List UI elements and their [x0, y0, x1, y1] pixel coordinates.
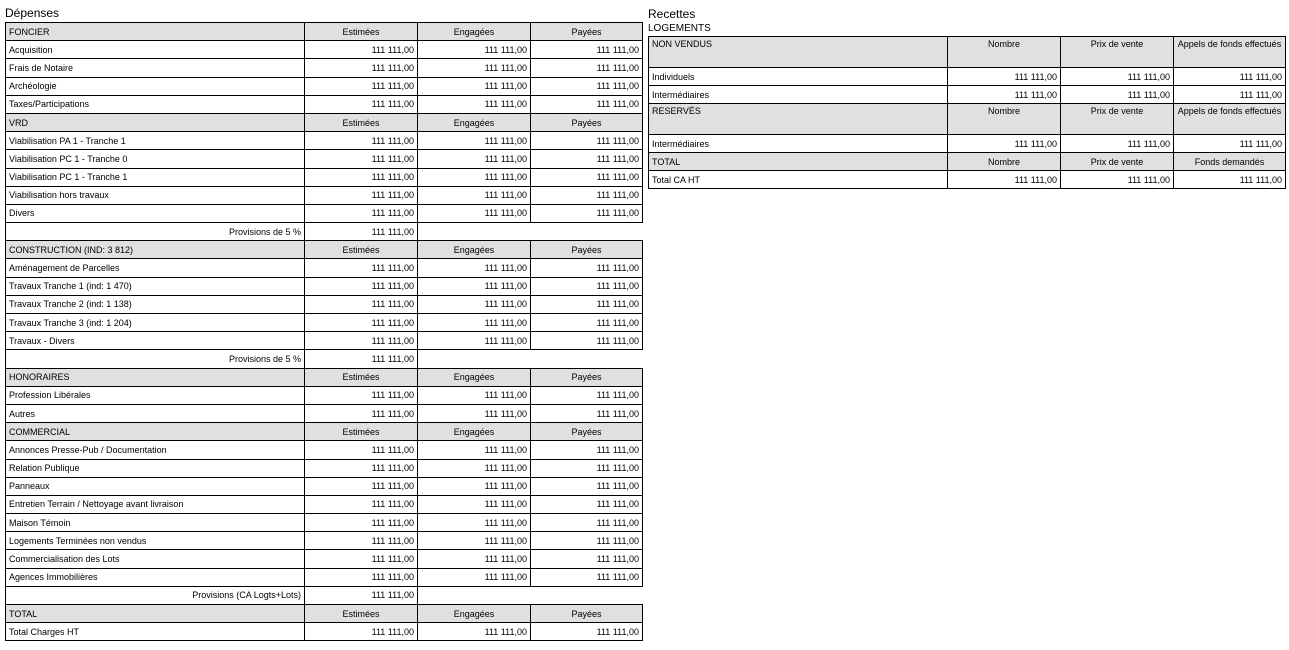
row-value: 111 111,00 [1061, 68, 1174, 86]
row-value: 111 111,00 [418, 150, 531, 168]
recettes-title: Recettes [648, 7, 696, 21]
row-label: Divers [6, 204, 305, 222]
provision-row [6, 586, 643, 604]
row-value: 111 111,00 [305, 514, 418, 532]
row-value: 111 111,00 [305, 77, 418, 95]
row-label: Intermédiaires [649, 86, 948, 104]
row-value: 111 111,00 [305, 132, 418, 150]
row-value: 111 111,00 [531, 277, 643, 295]
row-value: 111 111,00 [305, 568, 418, 586]
table-row [6, 95, 643, 113]
row-value: 111 111,00 [531, 295, 643, 313]
row-value: 111 111,00 [305, 441, 418, 459]
row-value: 111 111,00 [531, 550, 643, 568]
row-value: 111 111,00 [1174, 86, 1286, 104]
row-value: 111 111,00 [305, 495, 418, 513]
row-value: 111 111,00 [418, 95, 531, 113]
depenses-title: Dépenses [5, 6, 60, 20]
row-label: Profession Libérales [6, 386, 305, 404]
row-value: 111 111,00 [418, 314, 531, 332]
table-row [6, 77, 643, 95]
row-label: Total Charges HT [6, 623, 305, 641]
row-value: 111 111,00 [418, 77, 531, 95]
column-header: Engagées [418, 241, 531, 259]
row-value: 111 111,00 [531, 41, 643, 59]
table-row [649, 135, 1286, 153]
section-header-row [6, 113, 643, 131]
row-label: Panneaux [6, 477, 305, 495]
row-value: 111 111,00 [531, 568, 643, 586]
table-row [6, 623, 643, 641]
row-value: 111 111,00 [531, 168, 643, 186]
row-value: 111 111,00 [1174, 135, 1286, 153]
table-row [6, 295, 643, 313]
row-value: 111 111,00 [305, 277, 418, 295]
provision-label: Provisions (CA Logts+Lots) [6, 586, 305, 604]
row-value: 111 111,00 [418, 568, 531, 586]
row-label: Intermédiaires [649, 135, 948, 153]
column-header: Prix de vente [1061, 153, 1174, 171]
row-value: 111 111,00 [1174, 68, 1286, 86]
provision-label: Provisions de 5 % [6, 350, 305, 368]
row-value: 111 111,00 [531, 404, 643, 422]
row-label: Travaux Tranche 1 (ind: 1 470) [6, 277, 305, 295]
column-header: Engagées [418, 368, 531, 386]
row-label: Acquisition [6, 41, 305, 59]
section-header: VRD [6, 113, 305, 131]
section-header-row [649, 104, 1286, 135]
column-header: Estimées [305, 241, 418, 259]
row-value: 111 111,00 [305, 295, 418, 313]
depenses-table [5, 22, 643, 641]
column-header: Payées [531, 113, 643, 131]
column-header: Estimées [305, 605, 418, 623]
provision-label: Provisions de 5 % [6, 223, 305, 241]
row-value: 111 111,00 [418, 459, 531, 477]
row-value: 111 111,00 [531, 259, 643, 277]
provision-row [6, 223, 643, 241]
column-header: Engagées [418, 113, 531, 131]
row-label: Relation Publique [6, 459, 305, 477]
row-label: Aménagement de Parcelles [6, 259, 305, 277]
row-label: Logements Terminées non vendus [6, 532, 305, 550]
column-header: Payées [531, 23, 643, 41]
row-value: 111 111,00 [418, 532, 531, 550]
row-label: Archéologie [6, 77, 305, 95]
empty-cell [418, 350, 643, 368]
row-value: 111 111,00 [531, 204, 643, 222]
row-value: 111 111,00 [305, 532, 418, 550]
section-header-row [6, 241, 643, 259]
row-value: 111 111,00 [418, 550, 531, 568]
column-header: Fonds demandés [1174, 153, 1286, 171]
row-value: 111 111,00 [418, 386, 531, 404]
row-label: Total CA HT [649, 171, 948, 189]
row-value: 111 111,00 [531, 186, 643, 204]
row-value: 111 111,00 [305, 204, 418, 222]
column-header: Prix de vente [1061, 104, 1174, 135]
row-value: 111 111,00 [418, 59, 531, 77]
row-value: 111 111,00 [418, 404, 531, 422]
column-header: Engagées [418, 605, 531, 623]
row-value: 111 111,00 [531, 59, 643, 77]
row-label: Commercialisation des Lots [6, 550, 305, 568]
row-value: 111 111,00 [418, 204, 531, 222]
section-header-row [6, 23, 643, 41]
table-row [6, 59, 643, 77]
row-value: 111 111,00 [305, 259, 418, 277]
row-value: 111 111,00 [418, 295, 531, 313]
table-row [6, 459, 643, 477]
column-header: Nombre [948, 153, 1061, 171]
table-row [6, 532, 643, 550]
row-value: 111 111,00 [305, 41, 418, 59]
row-value: 111 111,00 [1174, 171, 1286, 189]
row-label: Viabilisation PC 1 - Tranche 1 [6, 168, 305, 186]
row-value: 111 111,00 [531, 477, 643, 495]
row-value: 111 111,00 [305, 168, 418, 186]
recettes-subtitle: LOGEMENTS [648, 23, 711, 34]
row-value: 111 111,00 [305, 150, 418, 168]
row-value: 111 111,00 [531, 495, 643, 513]
row-value: 111 111,00 [418, 332, 531, 350]
section-header: RESERVÉS [649, 104, 948, 135]
table-row [6, 386, 643, 404]
row-value: 111 111,00 [305, 95, 418, 113]
table-row [6, 495, 643, 513]
row-value: 111 111,00 [531, 77, 643, 95]
row-value: 111 111,00 [418, 623, 531, 641]
section-header: COMMERCIAL [6, 423, 305, 441]
row-value: 111 111,00 [305, 186, 418, 204]
table-row [6, 314, 643, 332]
row-value: 111 111,00 [418, 514, 531, 532]
row-value: 111 111,00 [418, 132, 531, 150]
row-value: 111 111,00 [1061, 86, 1174, 104]
table-row [6, 441, 643, 459]
row-label: Entretien Terrain / Nettoyage avant livraison [6, 495, 305, 513]
section-header-row [649, 37, 1286, 68]
column-header: Nombre [948, 37, 1061, 68]
table-row [6, 550, 643, 568]
row-value: 111 111,00 [531, 532, 643, 550]
empty-cell [418, 586, 643, 604]
table-row [6, 132, 643, 150]
row-value: 111 111,00 [418, 259, 531, 277]
table-row [6, 514, 643, 532]
table-row [6, 277, 643, 295]
row-label: Viabilisation hors travaux [6, 186, 305, 204]
row-value: 111 111,00 [1061, 135, 1174, 153]
section-header: HONORAIRES [6, 368, 305, 386]
row-label: Autres [6, 404, 305, 422]
row-label: Individuels [649, 68, 948, 86]
row-value: 111 111,00 [305, 404, 418, 422]
row-value: 111 111,00 [531, 623, 643, 641]
row-value: 111 111,00 [531, 314, 643, 332]
row-value: 111 111,00 [305, 459, 418, 477]
row-value: 111 111,00 [305, 386, 418, 404]
provision-value: 111 111,00 [305, 223, 418, 241]
table-row [649, 86, 1286, 104]
table-row [6, 404, 643, 422]
column-header: Engagées [418, 423, 531, 441]
column-header: Nombre [948, 104, 1061, 135]
column-header: Estimées [305, 113, 418, 131]
row-value: 111 111,00 [531, 459, 643, 477]
section-header: TOTAL [649, 153, 948, 171]
row-value: 111 111,00 [418, 168, 531, 186]
row-value: 111 111,00 [948, 68, 1061, 86]
table-row [649, 68, 1286, 86]
table-row [6, 477, 643, 495]
row-label: Agences Immobilières [6, 568, 305, 586]
row-value: 111 111,00 [418, 441, 531, 459]
row-value: 111 111,00 [305, 314, 418, 332]
empty-cell [418, 223, 643, 241]
table-row [6, 168, 643, 186]
column-header: Estimées [305, 23, 418, 41]
row-value: 111 111,00 [531, 150, 643, 168]
row-value: 111 111,00 [305, 477, 418, 495]
table-row [6, 186, 643, 204]
column-header: Appels de fonds effectués [1174, 104, 1286, 135]
row-value: 111 111,00 [305, 623, 418, 641]
section-header: CONSTRUCTION (IND: 3 812) [6, 241, 305, 259]
provision-value: 111 111,00 [305, 586, 418, 604]
column-header: Estimées [305, 368, 418, 386]
row-value: 111 111,00 [948, 135, 1061, 153]
row-label: Travaux Tranche 3 (ind: 1 204) [6, 314, 305, 332]
row-value: 111 111,00 [418, 186, 531, 204]
column-header: Payées [531, 241, 643, 259]
row-value: 111 111,00 [531, 95, 643, 113]
recettes-table [648, 36, 1286, 189]
row-value: 111 111,00 [305, 550, 418, 568]
row-label: Viabilisation PC 1 - Tranche 0 [6, 150, 305, 168]
row-value: 111 111,00 [305, 332, 418, 350]
section-header: FONCIER [6, 23, 305, 41]
provision-value: 111 111,00 [305, 350, 418, 368]
row-value: 111 111,00 [418, 495, 531, 513]
table-row [6, 41, 643, 59]
row-label: Travaux Tranche 2 (ind: 1 138) [6, 295, 305, 313]
row-value: 111 111,00 [418, 477, 531, 495]
column-header: Appels de fonds effectués [1174, 37, 1286, 68]
row-value: 111 111,00 [418, 277, 531, 295]
row-value: 111 111,00 [305, 59, 418, 77]
row-value: 111 111,00 [1061, 171, 1174, 189]
table-row [6, 568, 643, 586]
column-header: Engagées [418, 23, 531, 41]
column-header: Prix de vente [1061, 37, 1174, 68]
row-label: Annonces Presse-Pub / Documentation [6, 441, 305, 459]
section-header-row [649, 153, 1286, 171]
row-value: 111 111,00 [948, 171, 1061, 189]
row-label: Frais de Notaire [6, 59, 305, 77]
row-value: 111 111,00 [531, 132, 643, 150]
table-row [6, 204, 643, 222]
row-value: 111 111,00 [531, 332, 643, 350]
row-label: Maison Témoin [6, 514, 305, 532]
section-header: NON VENDUS [649, 37, 948, 68]
section-header-row [6, 368, 643, 386]
section-header-row [6, 423, 643, 441]
row-value: 111 111,00 [948, 86, 1061, 104]
row-value: 111 111,00 [531, 514, 643, 532]
provision-row [6, 350, 643, 368]
table-row [6, 332, 643, 350]
table-row [6, 150, 643, 168]
table-row [649, 171, 1286, 189]
table-row [6, 259, 643, 277]
column-header: Payées [531, 368, 643, 386]
row-value: 111 111,00 [531, 386, 643, 404]
column-header: Payées [531, 605, 643, 623]
row-value: 111 111,00 [531, 441, 643, 459]
row-label: Travaux - Divers [6, 332, 305, 350]
column-header: Payées [531, 423, 643, 441]
column-header: Estimées [305, 423, 418, 441]
section-header-row [6, 605, 643, 623]
row-value: 111 111,00 [418, 41, 531, 59]
row-label: Viabilisation PA 1 - Tranche 1 [6, 132, 305, 150]
section-header: TOTAL [6, 605, 305, 623]
row-label: Taxes/Participations [6, 95, 305, 113]
